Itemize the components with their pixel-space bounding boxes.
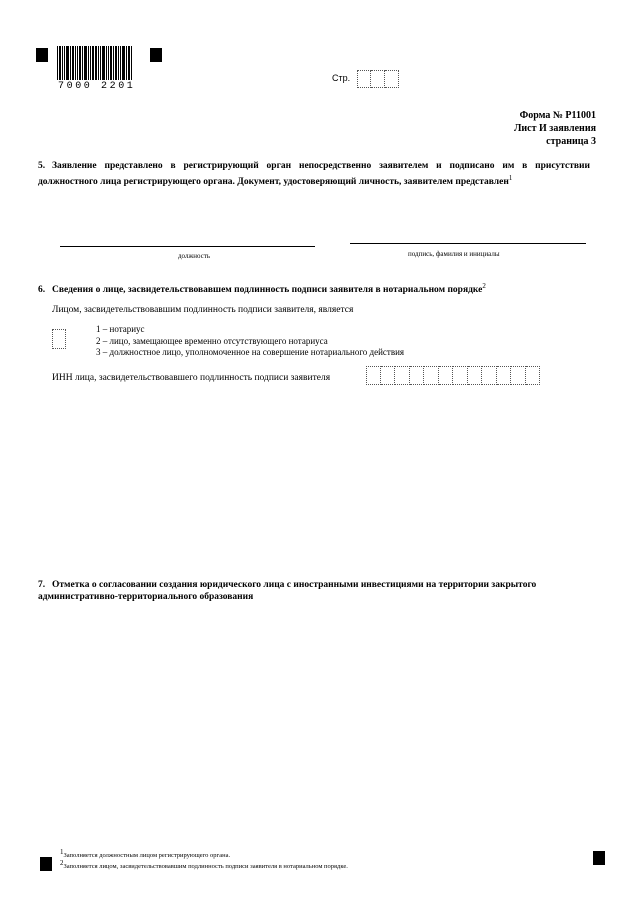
- section-6-title: [38, 280, 598, 296]
- position-line[interactable]: [60, 246, 315, 247]
- section-5: [38, 160, 590, 188]
- footnote-2: [60, 859, 348, 870]
- registration-marker-bottom-left: [40, 857, 52, 871]
- inn-label: ИНН лица, засвидетельствовавшего подлинность подписи заявителя: [52, 373, 331, 383]
- barcode-bar: [115, 46, 117, 80]
- section-5-text: Заявление представлено в регистрирующий орган непосредственно заявителем и подписано им в присутствии должностного лица регистрирующего органа. Документ, удостоверяющий личность, заявителем представлен: [38, 161, 590, 188]
- form-number: Форма № Р11001: [519, 110, 596, 121]
- barcode-bar: [79, 46, 81, 80]
- inn-cell[interactable]: [424, 366, 439, 385]
- barcode-bar: [92, 46, 94, 80]
- inn-cell[interactable]: [366, 366, 381, 385]
- option-item: 1 – нотариус: [96, 324, 145, 334]
- inn-cell[interactable]: [395, 366, 410, 385]
- barcode-bar: [62, 46, 63, 80]
- section-6-text: Сведения о лице, засвидетельствовавшем подлинность подписи заявителя в нотариальном порядке: [52, 285, 483, 296]
- barcode-bar: [100, 46, 101, 80]
- barcode-bar: [57, 46, 58, 80]
- barcode: [57, 46, 135, 80]
- barcode-bar: [84, 46, 87, 80]
- inn-cell[interactable]: [497, 366, 512, 385]
- page-of-sheet: страница 3: [546, 136, 596, 147]
- position-caption: должность: [178, 252, 211, 260]
- inn-cell[interactable]: [482, 366, 497, 385]
- barcode-number: 7000 2201: [58, 81, 136, 92]
- inn-cell[interactable]: [511, 366, 526, 385]
- page-number-cells[interactable]: [357, 70, 399, 88]
- page-number-cell[interactable]: [357, 70, 371, 88]
- signature-line[interactable]: [350, 243, 586, 244]
- barcode-bar: [113, 46, 114, 80]
- section-number: 7.: [38, 580, 46, 590]
- barcode-bar: [120, 46, 121, 80]
- barcode-bar: [77, 46, 78, 80]
- barcode-bar: [122, 46, 125, 80]
- barcode-bar: [75, 46, 76, 80]
- barcode-bar: [88, 46, 89, 80]
- inn-cell[interactable]: [439, 366, 454, 385]
- barcode-bar: [102, 46, 105, 80]
- barcode-bar: [106, 46, 107, 80]
- footnote-number: 2: [60, 859, 64, 867]
- signature-caption: подпись, фамилия и инициалы: [408, 250, 500, 258]
- barcode-bar: [131, 46, 132, 80]
- barcode-bar: [64, 46, 65, 80]
- section-number: 5.: [38, 161, 46, 171]
- inn-cell[interactable]: [410, 366, 425, 385]
- option-item: 2 – лицо, замещающее временно отсутствующего нотариуса: [96, 335, 328, 346]
- footnote-text: Заполняется лицом, засвидетельствовавшим подлинность подписи заявителя в нотариальном порядке.: [63, 863, 348, 871]
- page-number-cell[interactable]: [385, 70, 399, 88]
- registration-marker-top-right: [150, 48, 162, 62]
- footnote-1: [60, 848, 230, 859]
- option-item: 3 – должностное лицо, уполномоченное на совершение нотариального действия: [96, 347, 405, 357]
- barcode-bar: [95, 46, 97, 80]
- footnote-number: 1: [60, 848, 64, 856]
- barcode-bar: [82, 46, 83, 80]
- registration-marker-bottom-right: [593, 851, 605, 865]
- sheet-label: Лист И заявления: [513, 123, 596, 134]
- registration-marker-top-left: [36, 48, 48, 62]
- inn-cell[interactable]: [381, 366, 396, 385]
- barcode-bar: [70, 46, 71, 80]
- barcode-bar: [126, 46, 127, 80]
- section-number: 6.: [38, 285, 46, 296]
- inn-cell[interactable]: [468, 366, 483, 385]
- footnote-ref: 2: [482, 282, 486, 290]
- barcode-bar: [118, 46, 119, 80]
- barcode-bar: [72, 46, 74, 80]
- barcode-bar: [110, 46, 112, 80]
- footnote-text: Заполняется должностным лицом регистрирующего органа.: [63, 852, 231, 860]
- page-number-cell[interactable]: [371, 70, 385, 88]
- certifier-intro: Лицом, засвидетельствовавшим подлинность подписи заявителя, является: [52, 305, 354, 315]
- form-identifier: [514, 109, 596, 148]
- certifier-type-options: [96, 324, 404, 359]
- inn-input-cells[interactable]: [366, 366, 540, 385]
- barcode-bar: [59, 46, 61, 80]
- inn-cell[interactable]: [526, 366, 541, 385]
- certifier-type-field[interactable]: [52, 329, 66, 349]
- page-label: Стр.: [332, 73, 351, 83]
- barcode-bar: [98, 46, 99, 80]
- barcode-bar: [66, 46, 69, 80]
- barcode-bar: [108, 46, 109, 80]
- section-7-text: Отметка о согласовании создания юридического лица с иностранными инвестициями на территории закрытого административно-территориального образования: [38, 580, 537, 602]
- footnote-ref: 1: [508, 174, 513, 182]
- section-7: [38, 579, 590, 603]
- barcode-bar: [128, 46, 130, 80]
- inn-cell[interactable]: [453, 366, 468, 385]
- barcode-bar: [90, 46, 91, 80]
